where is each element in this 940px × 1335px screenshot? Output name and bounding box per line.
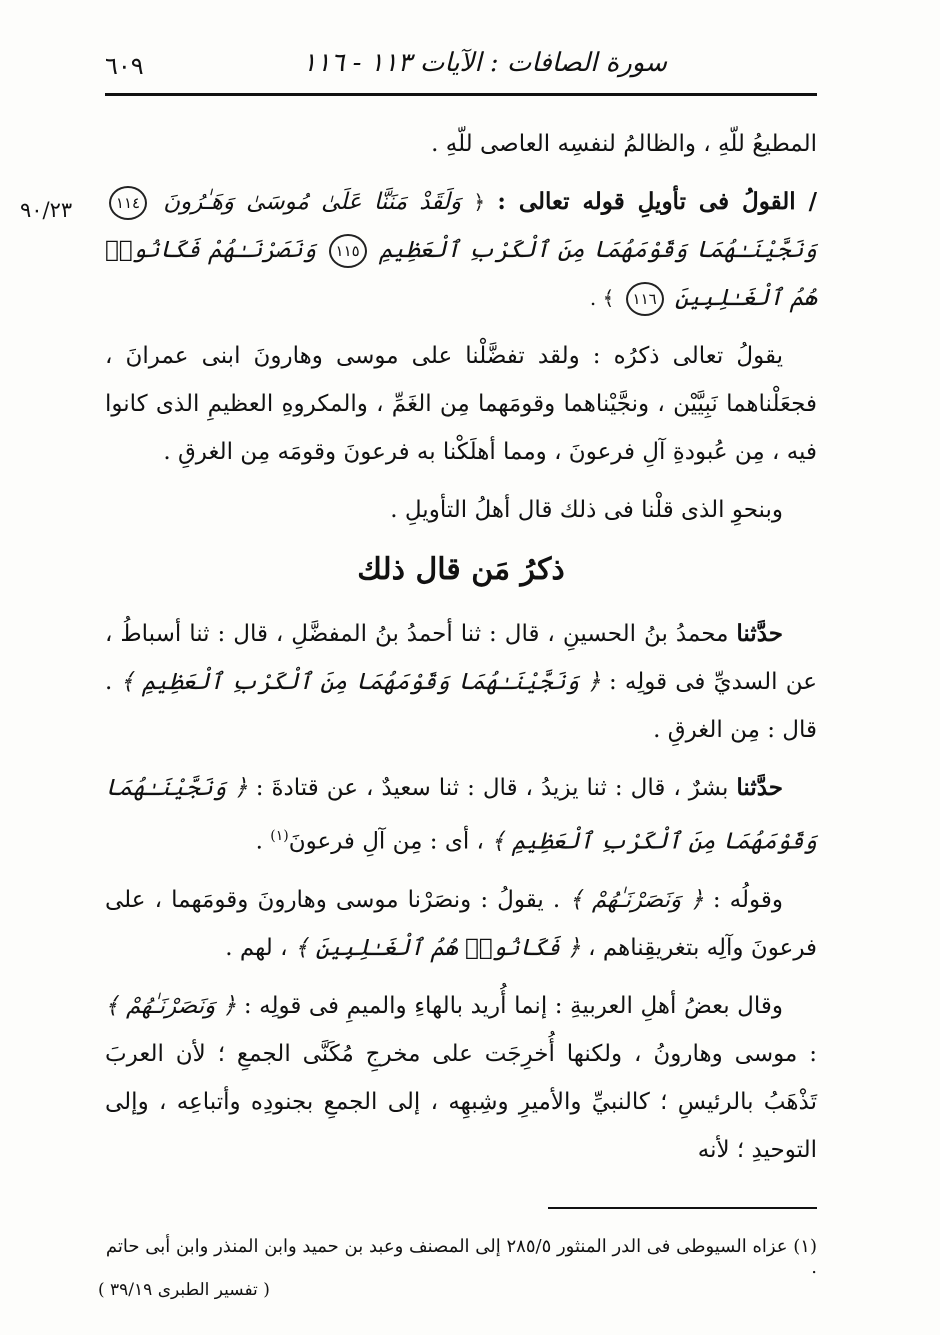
- verse-number-114: ١١٤: [109, 186, 147, 220]
- paragraph-narration-2: [105, 764, 817, 866]
- quran-quote: ﴿ وَنَجَّيْنَـٰهُمَا وَقَوْمَهُمَا مِنَ ٱلْكَرْبِ ٱلْعَظِيمِ ﴾: [105, 775, 817, 855]
- quran-verse-115: وَنَجَّيْنَـٰهُمَا وَقَوْمَهُمَا مِنَ ٱلْكَرْبِ ٱلْعَظِيمِ: [379, 237, 818, 263]
- commentary-text: وقولُه :: [712, 886, 783, 913]
- quran-brace-close: ﴾ .: [589, 286, 615, 310]
- quran-quote: ﴿ وَنَجَّيْنَـٰهُمَا وَقَوْمَهُمَا مِنَ ٱلْكَرْبِ ٱلْعَظِيمِ ﴾: [120, 669, 601, 695]
- quran-quote: ﴿ وَنَصَرْنَـٰهُمْ ﴾: [105, 992, 237, 1019]
- quran-quote: ﴿ فَكَانُوا۟ هُمُ ٱلْغَـٰلِبِينَ ﴾: [294, 934, 581, 961]
- commentary-text-end: ، لهم .: [225, 934, 288, 961]
- narration-text: بشرٌ ، قال : ثنا يزيدُ ، قال : ثنا سعيدٌ ، عن قتادةَ :: [255, 775, 729, 801]
- header-rule: [105, 93, 817, 96]
- verse-number-116: ١١٦: [626, 282, 664, 316]
- paragraph-commentary-2: [105, 876, 817, 972]
- margin-reference: ٩٠/٢٣: [20, 198, 73, 222]
- narration-lead: حدَّثنا: [736, 620, 783, 647]
- footnote: (١) عزاه السيوطى فى الدر المنثور ٢٨٥/٥ إلى المصنف وعبد بن حميد وابن المنذر وابن أبى حاتم .: [105, 1236, 817, 1278]
- quran-verse-116: وَنَصَرْنَـٰهُمْ فَكَانُوا۟ هُمُ ٱلْغَـٰلِبِينَ: [105, 237, 817, 311]
- narration-text: محمدُ بنُ الحسينِ ، قال : ثنا أحمدُ بنُ المفضَّلِ ، قال : ثنا أسباطُ ، عن السديِّ فى قولِه :: [105, 621, 817, 695]
- paragraph-grammar: [105, 982, 817, 1174]
- narration-lead: حدَّثنا: [736, 774, 784, 801]
- paragraph-narration-1: [105, 610, 817, 754]
- quran-brace-open: ﴿: [473, 190, 486, 214]
- commentary-text: . يقولُ : ونصَرْنا موسى وهارونَ وقومَهما ، على فرعونَ وآلِه بتغريقِناهم ،: [105, 886, 817, 961]
- quran-quote: ﴿ وَنَصَرْنَـٰهُمْ ﴾: [569, 886, 704, 913]
- paragraph-commentary: يقولُ تعالى ذكرُه : ولقد تفضَّلْنا على موسى وهارونَ ابنى عمرانَ ، فجعَلْناهما نَبِيَّيْن ، ونجَّيْناهما وقومَهما مِن الغَمِّ ، والمكروهِ العظيمِ الذى كانوا فيه ، مِن عُبودةِ آلِ فرعونَ ، ومما أهلَكْنا به فرعونَ وقومَه مِن الغرقِ .: [105, 343, 817, 465]
- verse-number-115: ١١٥: [329, 234, 367, 268]
- grammar-text: : موسى وهارونُ ، ولكنها أُخرِجَت على مخرجِ مُكَنَّى الجمعِ ؛ لأن العربَ تَذْهَبُ بالرئيسِ ؛ كالنبيِّ والأميرِ وشِبهِه ، إلى الجمعِ بجنودِه وأتباعِه ، وإلى التوحيدِ ؛ لأنه: [105, 1040, 817, 1163]
- page-number: ٦٠٩: [105, 52, 144, 80]
- section-heading: ذكرُ مَن قال ذلك: [357, 552, 565, 587]
- page-header: [105, 48, 817, 92]
- paragraph-verse-heading: [105, 178, 817, 322]
- grammar-text: وقال بعضُ أهلِ العربيةِ : إنما أُريد بالهاءِ والميمِ فى قولِه :: [243, 992, 783, 1019]
- body-text: [105, 120, 817, 1184]
- footnote-marker[interactable]: (١): [270, 828, 289, 844]
- paragraph-continuation: المطيعُ للّهِ ، والظالمُ لنفسِه العاصى للّهِ .: [431, 131, 817, 157]
- running-title: سورة الصافات : الآيات ١١٣ - ١١٦: [302, 48, 667, 78]
- paragraph-interpreters: وبنحوِ الذى قلْنا فى ذلك قال أهلُ التأويلِ .: [390, 497, 783, 523]
- section-lead: / القولُ فى تأويلِ قوله تعالى :: [497, 188, 818, 215]
- quran-verse-114: وَلَقَدْ مَنَنَّا عَلَىٰ مُوسَىٰ وَهَـٰرُونَ: [163, 189, 462, 215]
- source-reference: ( تفسير الطبرى ٣٩/١٩ ): [98, 1280, 270, 1300]
- narration-text-end: ، أى : مِن آلِ فرعونَ: [288, 828, 484, 855]
- narration-text-end: . قال : مِن الغرقِ .: [105, 669, 817, 743]
- narration-period: .: [255, 828, 263, 855]
- footnote-rule: [548, 1207, 817, 1209]
